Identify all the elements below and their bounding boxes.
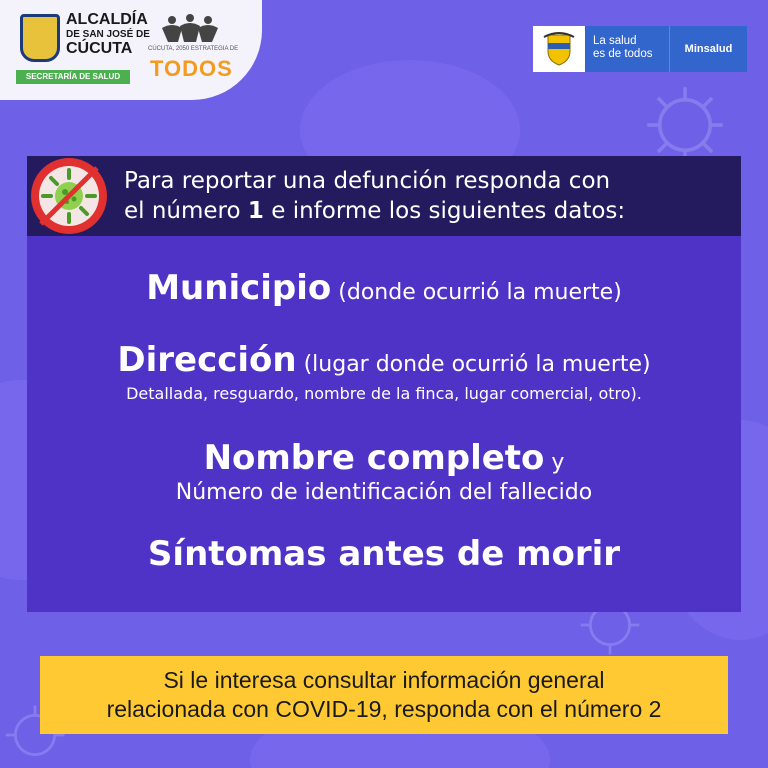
municipio-note: (donde ocurrió la muerte) [331,280,622,305]
nombre-conjunction: y [544,450,565,475]
direccion-title: Dirección [117,340,297,380]
colombia-shield-icon [533,26,585,72]
direccion-note: (lugar donde ocurrió la muerte) [296,352,651,377]
todos-word: TODOS [150,56,233,81]
header-line-2-post: e informe los siguientes datos: [263,198,626,224]
minsalud-tagline-line-2: es de todos [593,48,653,60]
nombre-title: Nombre completo [203,438,545,478]
header-line-1: Para reportar una defunción responda con [124,168,611,194]
nombre-detail: Número de identificación del fallecido [175,480,593,505]
banner-line-1: Si le interesa consultar información general [163,667,605,693]
todos-logo-text [150,56,233,82]
header-number: 1 [247,198,264,224]
minsalud-logo [533,26,747,72]
minsalud-name: Minsalud [669,26,747,72]
alcaldia-shield-icon [20,14,60,62]
minsalud-tagline-line-1: La salud [593,35,637,47]
secretaria-badge: SECRETARÍA DE SALUD [16,70,130,84]
header-line-2-pre: el número [124,198,248,224]
banner-line-2: relacionada con COVID-19, responda con el número 2 [106,696,662,722]
covid-virus-icon [29,156,109,236]
todos-people-icon [160,14,220,44]
alcaldia-line-2: DE SAN JOSÉ DE [66,29,150,40]
sintomas-title: Síntomas antes de morir [147,534,621,574]
item-municipio [27,268,741,308]
municipio-title: Municipio [146,268,332,308]
header-instructions [124,166,724,226]
alcaldia-line-1: ALCALDÍA [66,11,148,28]
item-nombre [27,438,741,478]
minsalud-tagline [585,26,669,72]
todos-caption: CÚCUTA, 2050 ESTRATEGIA DE [148,46,239,52]
direccion-detail: Detallada, resguardo, nombre de la finca, lugar comercial, otro). [126,384,642,403]
item-direccion [27,340,741,380]
alcaldia-line-3: CÚCUTA [66,40,133,57]
covid-info-banner [40,656,728,734]
logos-card [0,0,262,100]
alcaldia-logo-text [66,12,150,57]
header-line-2 [124,196,724,226]
